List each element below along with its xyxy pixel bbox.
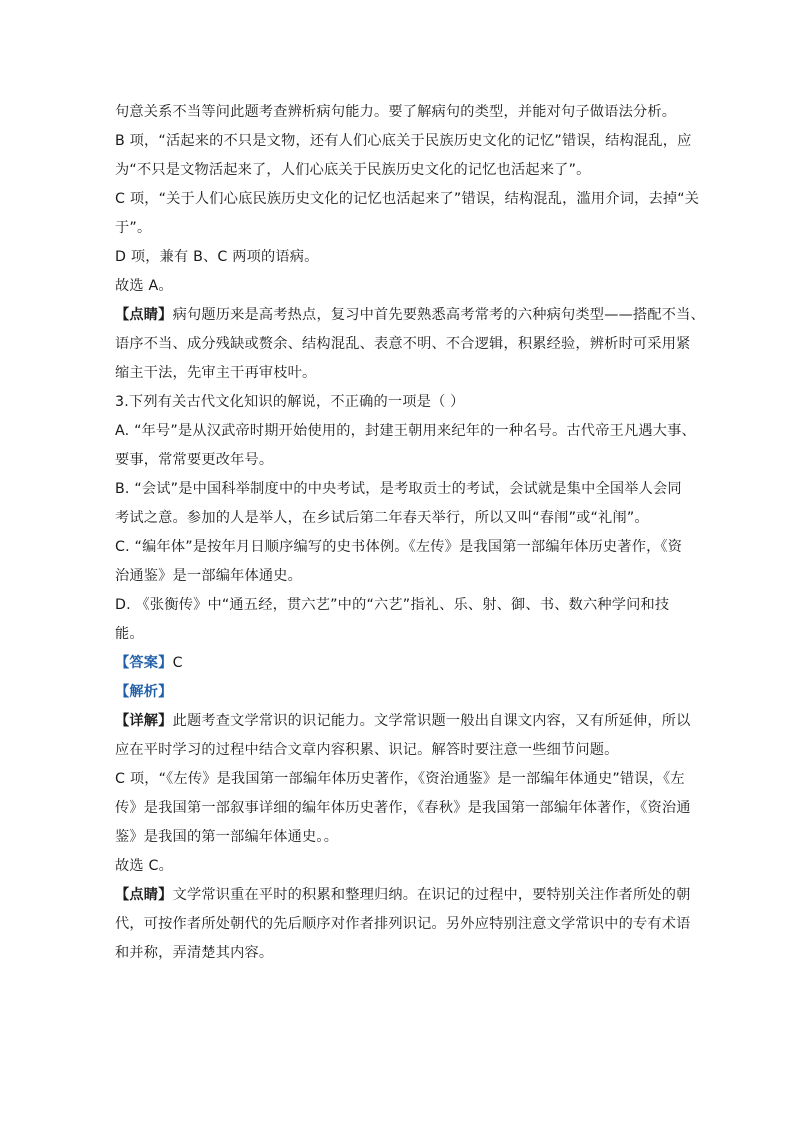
option-b-cont: 考试之意。参加的人是举人，在乡试后第二年春天举行，所以又叫“春闱”或“礼闱”。 xyxy=(115,510,649,526)
text-line: 故选 C。 xyxy=(115,858,173,874)
question-stem: 3.下列有关古代文化知识的解说，不正确的一项是（ ） xyxy=(115,394,465,410)
text-line: C 项，“《左传》是我国第一部编年体历史著作，《资治通鉴》是一部编年体通史”错误，《左 xyxy=(115,771,685,787)
text-line: 为“不只是文物活起来了，人们心底关于民族历史文化的记忆也活起来了”。 xyxy=(115,162,591,178)
text-line: D 项，兼有 B、C 两项的语病。 xyxy=(115,249,319,265)
text-line: 故选 A。 xyxy=(115,278,173,294)
detail-line xyxy=(115,707,695,736)
detail-tag: 【详解】 xyxy=(115,713,173,729)
option-d-cont: 能。 xyxy=(115,626,144,642)
text-line: 应在平时学习的过程中结合文章内容积累、识记。解答时要注意一些细节问题。 xyxy=(115,742,619,758)
analysis-line xyxy=(115,678,695,707)
text-line: 传》是我国第一部叙事详细的编年体历史著作，《春秋》是我国第一部编年体著作，《资治通 xyxy=(115,800,691,816)
dianjing-line xyxy=(115,301,705,330)
text-line: 于”。 xyxy=(115,220,152,236)
text-line: 缩主干法，先审主干再审枝叶。 xyxy=(115,365,317,381)
answer-value: C xyxy=(172,655,183,671)
option-a-line: A. “年号”是从汉武帝时期开始使用的，封建王朝用来纪年的一种名号。古代帝王凡遇大事、 xyxy=(115,423,696,439)
dianjing-line xyxy=(115,881,695,910)
text-line: 鉴》是我国的第一部编年体通史。。 xyxy=(115,829,339,845)
dianjing-text: 文学常识重在平时的积累和整理归纳。在识记的过程中，要特别关注作者所处的朝 xyxy=(172,887,691,903)
analysis-tag: 【解析】 xyxy=(115,684,173,700)
option-a-cont: 要事，常常要更改年号。 xyxy=(115,452,274,468)
text-line: 语序不当、成分残缺或赘余、结构混乱、表意不明、不合逻辑，积累经验，辨析时可采用紧 xyxy=(115,336,691,352)
option-c-line: C. “编年体”是按年月日顺序编写的史书体例。《左传》是我国第一部编年体历史著作，《资 xyxy=(115,539,683,555)
text-line: C 项，“关于人们心底民族历史文化的记忆也活起来了”错误，结构混乱，滥用介词，去掉“关 xyxy=(115,191,700,207)
dianjing-text: 病句题历来是高考热点，复习中首先要熟悉高考常考的六种病句类型——搭配不当、 xyxy=(172,307,705,323)
detail-text: 此题考查文学常识的识记能力。文学常识题一般出自课文内容，又有所延伸，所以 xyxy=(172,713,691,729)
option-c-cont: 治通鉴》是一部编年体通史。 xyxy=(115,568,303,584)
option-b-line: B. “会试”是中国科举制度中的中央考试，是考取贡士的考试，会试就是集中全国举人会同 xyxy=(115,481,682,497)
answer-tag: 【答案】 xyxy=(115,655,173,671)
text-line: 和并称，弄清楚其内容。 xyxy=(115,945,274,961)
text-line: B 项，“活起来的不只是文物，还有人们心底关于民族历史文化的记忆”错误，结构混乱，应 xyxy=(115,133,692,149)
text-line: 代，可按作者所处朝代的先后顺序对作者排列识记。另外应特别注意文学常识中的专有术语 xyxy=(115,916,691,932)
text-line: 句意关系不当等问此题考查辨析病句能力。要了解病句的类型，并能对句子做语法分析。 xyxy=(115,104,677,120)
answer-line xyxy=(115,649,695,678)
option-d-line: D. 《张衡传》中“通五经，贯六艺”中的“六艺”指礼、乐、射、御、书、数六种学问和技 xyxy=(115,597,670,613)
dianjing-tag: 【点睛】 xyxy=(115,887,173,903)
document-body xyxy=(115,98,705,968)
dianjing-tag: 【点睛】 xyxy=(115,307,173,323)
